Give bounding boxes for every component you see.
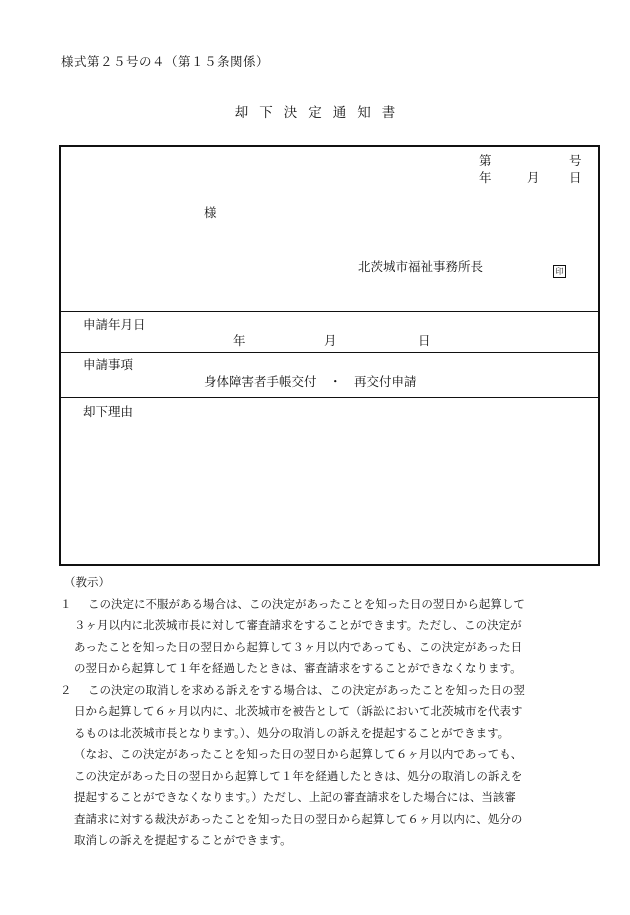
instruction-line: 取消しの訴えを提起することができます。 [74,833,292,847]
instruction-number: １ [60,596,72,611]
instruction-item-2 [60,680,605,852]
rejection-reason-label: 却下理由 [83,404,134,419]
seal-mark: 印 [553,259,566,278]
instruction-line: この決定に不服がある場合は、この決定があったことを知った日の翌日から起算して [88,596,525,611]
number-suffix: 号 [569,153,582,168]
application-item-value: 身体障害者手帳交付 ・ 再交付申請 [204,374,417,389]
instruction-line: この決定があった日の翌日から起算して１年を経過したときは、処分の取消しの訴えを [74,768,523,783]
instruction-line: の翌日から起算して１年を経過したときは、審査請求をすることができなくなります。 [74,661,522,675]
notice-form-box [59,145,600,566]
application-item-label: 申請事項 [83,357,134,372]
instruction-line: 日から起算して６ヶ月以内に、北茨城市を被告として（訴訟において北茨城市を代表す [74,704,523,718]
instruction-line: あったことを知った日の翌日から起算して３ヶ月以内であっても、この決定があった日 [74,639,523,654]
divider [61,311,598,312]
addressee-suffix: 様 [204,205,217,220]
instruction-number: ２ [60,682,72,697]
document-title: 却下決定通知書 [234,105,407,121]
issuer-name: 北茨城市福祉事務所長 [358,259,484,274]
issue-month: 月 [527,170,540,185]
instruction-line: 提起することができなくなります。）ただし、上記の審査請求をした場合には、当該審 [74,790,516,804]
application-date-year: 年 [233,333,246,348]
issue-year: 年 [479,170,492,185]
instruction-line: この決定の取消しを求める訴えをする場合は、この決定があったことを知った日の翌 [88,682,525,697]
issue-day: 日 [569,170,582,185]
divider [61,352,598,353]
instructions-section [60,572,605,852]
instruction-item-1 [60,594,605,680]
application-date-label: 申請年月日 [83,317,146,332]
instruction-line: 査請求に対する裁決があったことを知った日の翌日から起算して６ヶ月以内に、処分の [74,811,523,826]
application-date-month: 月 [324,333,337,348]
application-date-day: 日 [418,333,431,348]
instruction-line: ３ヶ月以内に北茨城市長に対して審査請求をすることができます。ただし、この決定が [74,618,522,632]
instruction-line: るものは北茨城市長となります。）、処分の取消しの訴えを提起することができます。 [74,725,510,740]
number-prefix: 第 [479,153,492,168]
instructions-heading: （教示） [64,575,110,589]
divider [61,397,598,398]
form-number-label: 様式第２５号の４（第１５条関係） [61,54,270,69]
instruction-line: （なお、この決定があったことを知った日の翌日から起算して６ヶ月以内であっても、 [74,747,523,761]
